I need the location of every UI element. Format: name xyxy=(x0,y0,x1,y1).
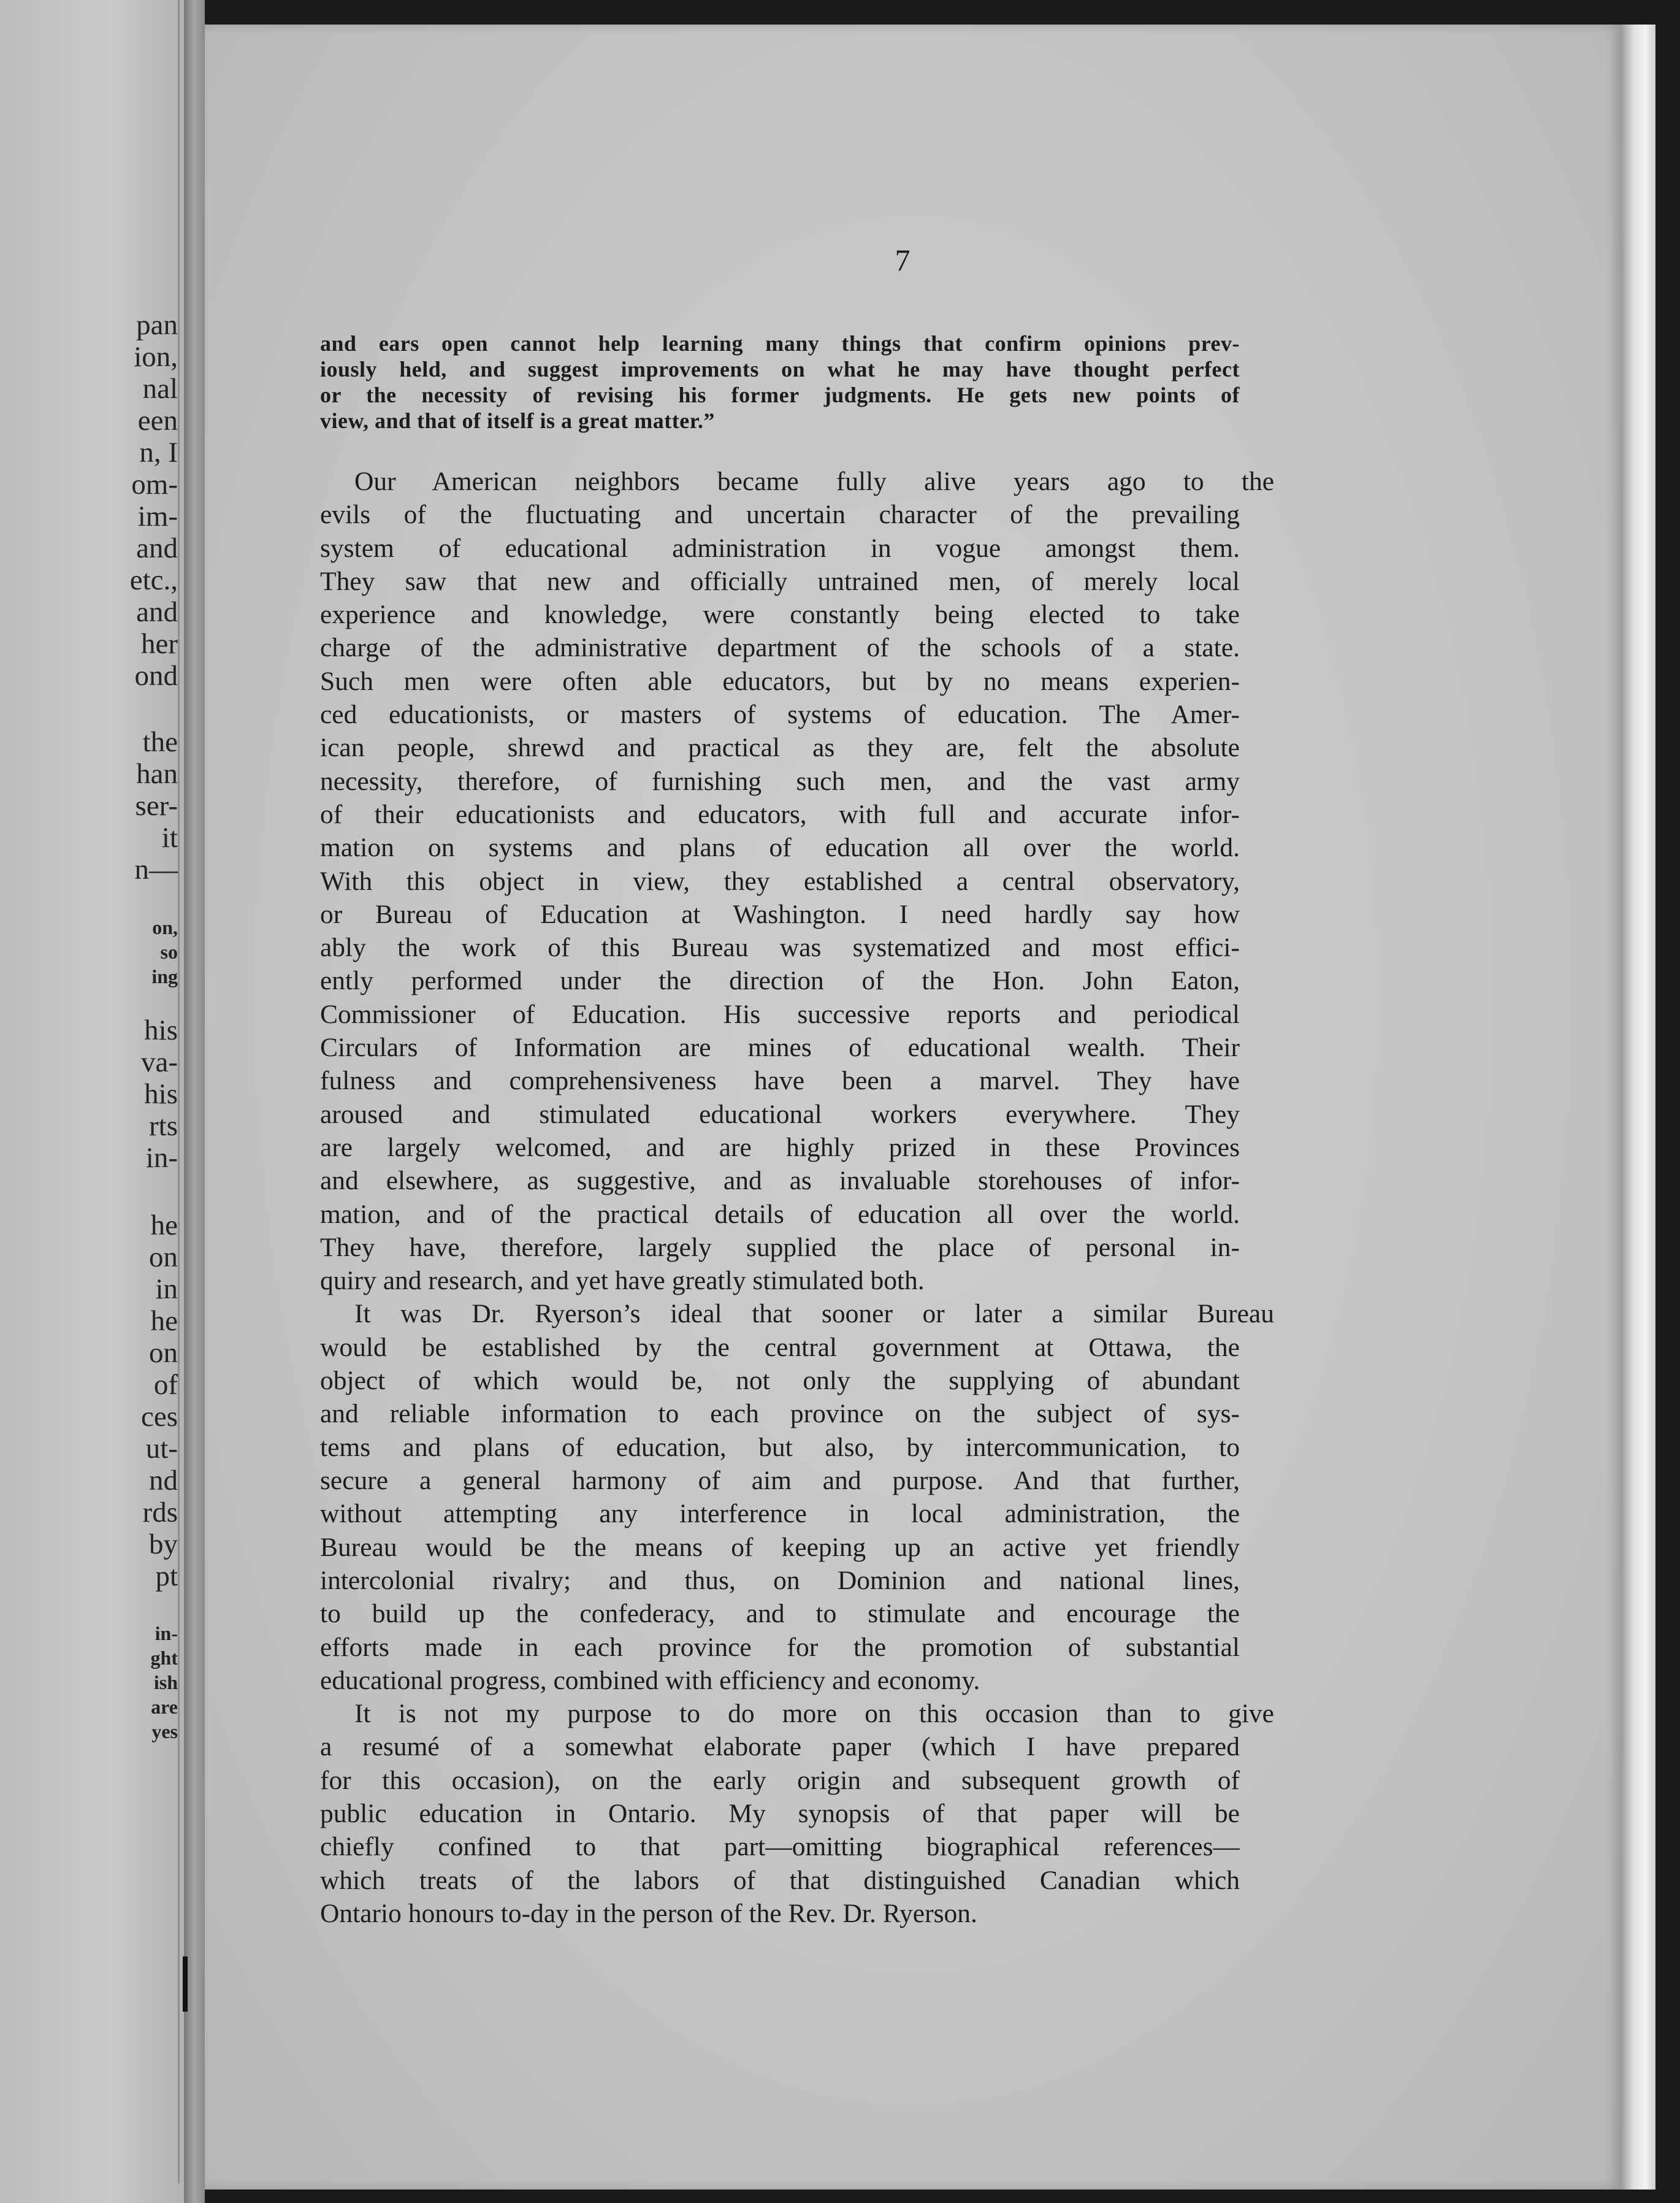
left-page-fragment: ut- xyxy=(145,1433,178,1465)
left-page-fragment: ght xyxy=(150,1647,178,1669)
left-page-fragment: ion, xyxy=(134,341,178,373)
paragraph-line: ican people, shrewd and practical as they are, felt the absolute xyxy=(320,733,1240,762)
paragraph-line: fulness and comprehensiveness have been a marvel. They have xyxy=(320,1066,1240,1095)
paragraph-line: efforts made in each province for the promotion of substantial xyxy=(320,1633,1240,1662)
left-page-fragment: nd xyxy=(149,1465,178,1496)
left-page-fragment: ond xyxy=(134,660,178,692)
paragraph-line: necessity, therefore, of furnishing such men, and the vast army xyxy=(320,767,1240,796)
paragraph-line: and elsewhere, as suggestive, and as invaluable storehouses of infor- xyxy=(320,1166,1240,1195)
book-gutter xyxy=(184,0,205,2203)
quote-line: or the necessity of revising his former judgments. He gets new points of xyxy=(320,383,1240,407)
paragraph-line: are largely welcomed, and are highly prized in these Provinces xyxy=(320,1133,1240,1162)
left-page-fragment: her xyxy=(140,628,178,660)
paragraph-line: It is not my purpose to do more on this occasion than to give xyxy=(354,1699,1274,1728)
paragraph-line: They have, therefore, largely supplied the place of personal in- xyxy=(320,1233,1240,1262)
left-page-fragment: n— xyxy=(134,854,178,886)
paragraph-line: for this occasion), on the early origin and subsequent growth of xyxy=(320,1766,1240,1795)
quote-line: iously held, and suggest improvements on what he may have thought perfect xyxy=(320,357,1240,381)
page-edge xyxy=(1621,25,1655,2190)
left-page-fragment: he xyxy=(150,1305,178,1337)
left-page-fragment: etc., xyxy=(129,564,178,596)
left-page-fragment: een xyxy=(137,405,178,437)
left-page-fragment: the xyxy=(142,726,178,758)
left-page-fragment: n, I xyxy=(139,437,178,469)
left-page-fragment: on, xyxy=(152,916,178,938)
paragraph-line: ced educationists, or masters of systems of education. The Amer- xyxy=(320,700,1240,729)
left-page-fragment: om- xyxy=(131,469,178,500)
left-page-fragment: ish xyxy=(153,1671,178,1693)
paragraph-line: mation, and of the practical details of education all over the world. xyxy=(320,1200,1240,1229)
main-page xyxy=(205,25,1621,2190)
paragraph-line: Bureau would be the means of keeping up an active yet friendly xyxy=(320,1533,1240,1562)
left-page-fragment: ser- xyxy=(135,790,178,822)
page-number: 7 xyxy=(895,243,911,277)
paragraph-line: aroused and stimulated educational workers everywhere. They xyxy=(320,1100,1240,1129)
left-page-fragment: ces xyxy=(140,1401,178,1433)
paragraph-line: object of which would be, not only the supplying of abundant xyxy=(320,1366,1240,1395)
paragraph-line: quiry and research, and yet have greatly stimulated both. xyxy=(320,1266,925,1295)
left-page-fragment: and xyxy=(136,596,178,628)
left-page-fragment: and xyxy=(136,532,178,564)
left-page-fragment: pan xyxy=(136,309,178,341)
paragraph-line: ably the work of this Bureau was systematized and most effici- xyxy=(320,933,1240,962)
left-page-fragment: so xyxy=(160,941,178,963)
paragraph-line: Such men were often able educators, but by no means experien- xyxy=(320,667,1240,696)
paragraph-line: intercolonial rivalry; and thus, on Dominion and national lines, xyxy=(320,1566,1240,1595)
left-page-fragment: in- xyxy=(145,1142,178,1174)
left-page-fragment: va- xyxy=(140,1046,178,1078)
paragraph-line: Our American neighbors became fully alive years ago to the xyxy=(354,467,1274,496)
quote-line: and ears open cannot help learning many things that confirm opinions prev- xyxy=(320,331,1240,356)
paragraph-line: With this object in view, they established a central observatory, xyxy=(320,867,1240,896)
paragraph-line: They saw that new and officially untrained men, of merely local xyxy=(320,567,1240,596)
paragraph-line: educational progress, combined with efficiency and economy. xyxy=(320,1666,980,1695)
paragraph-line: public education in Ontario. My synopsis of that paper will be xyxy=(320,1799,1240,1828)
paragraph-line: mation on systems and plans of education all over the world. xyxy=(320,833,1240,862)
paragraph-line: experience and knowledge, were constantly being elected to take xyxy=(320,600,1240,629)
paragraph-line: without attempting any interference in local administration, the xyxy=(320,1499,1240,1528)
paragraph-line: and reliable information to each province on the subject of sys- xyxy=(320,1399,1240,1428)
paragraph-line: or Bureau of Education at Washington. I need hardly say how xyxy=(320,900,1240,929)
left-facing-page xyxy=(0,0,184,2203)
left-page-fragment: on xyxy=(149,1337,178,1369)
paragraph-line: a resumé of a somewhat elaborate paper (which I have prepared xyxy=(320,1732,1240,1761)
left-page-fragment: ing xyxy=(151,965,178,987)
left-page-fragment: pt xyxy=(155,1560,178,1592)
paragraph-line: to build up the confederacy, and to stimulate and encourage the xyxy=(320,1599,1240,1628)
left-page-fragment: he xyxy=(150,1209,178,1241)
left-page-fragment: of xyxy=(153,1369,178,1401)
paragraph-line: secure a general harmony of aim and purpose. And that further, xyxy=(320,1466,1240,1495)
paragraph-line: It was Dr. Ryerson’s ideal that sooner or later a similar Bureau xyxy=(354,1299,1274,1328)
left-page-fragment: it xyxy=(161,822,178,854)
paragraph-line: charge of the administrative department of the schools of a state. xyxy=(320,633,1240,662)
left-page-fragment: his xyxy=(144,1014,178,1046)
left-page-fragment: in- xyxy=(155,1622,178,1644)
left-page-text-fragments xyxy=(22,0,180,2183)
binding-mark xyxy=(183,1956,188,2012)
quote-line: view, and that of itself is a great matter.” xyxy=(320,408,715,433)
left-page-fragment: im- xyxy=(137,500,178,532)
left-page-fragment: on xyxy=(149,1241,178,1273)
left-page-fragment: rds xyxy=(142,1496,178,1528)
left-page-fragment: his xyxy=(144,1078,178,1110)
paragraph-line: which treats of the labors of that distinguished Canadian which xyxy=(320,1866,1240,1895)
left-page-fragment: yes xyxy=(151,1720,178,1742)
left-page-fragment: nal xyxy=(142,373,178,405)
paragraph-line: Commissioner of Education. His successive reports and periodical xyxy=(320,1000,1240,1029)
paragraph-line: system of educational administration in vogue amongst them. xyxy=(320,534,1240,563)
left-page-fragment: rts xyxy=(149,1110,178,1142)
left-page-fragment: by xyxy=(149,1528,178,1560)
paragraph-line: ently performed under the direction of the Hon. John Eaton, xyxy=(320,966,1240,995)
paragraph-line: tems and plans of education, but also, by intercommunication, to xyxy=(320,1433,1240,1462)
left-page-fragment: are xyxy=(151,1696,178,1718)
paragraph-line: Circulars of Information are mines of educational wealth. Their xyxy=(320,1033,1240,1062)
paragraph-line: would be established by the central government at Ottawa, the xyxy=(320,1333,1240,1362)
paragraph-line: Ontario honours to-day in the person of the Rev. Dr. Ryerson. xyxy=(320,1899,977,1928)
paragraph-line: evils of the fluctuating and uncertain character of the prevailing xyxy=(320,500,1240,529)
left-page-fragment: in xyxy=(155,1273,178,1305)
paragraph-line: chiefly confined to that part—omitting biographical references— xyxy=(320,1832,1240,1861)
paragraph-line: of their educationists and educators, with full and accurate infor- xyxy=(320,800,1240,829)
left-page-fragment: han xyxy=(136,758,178,790)
